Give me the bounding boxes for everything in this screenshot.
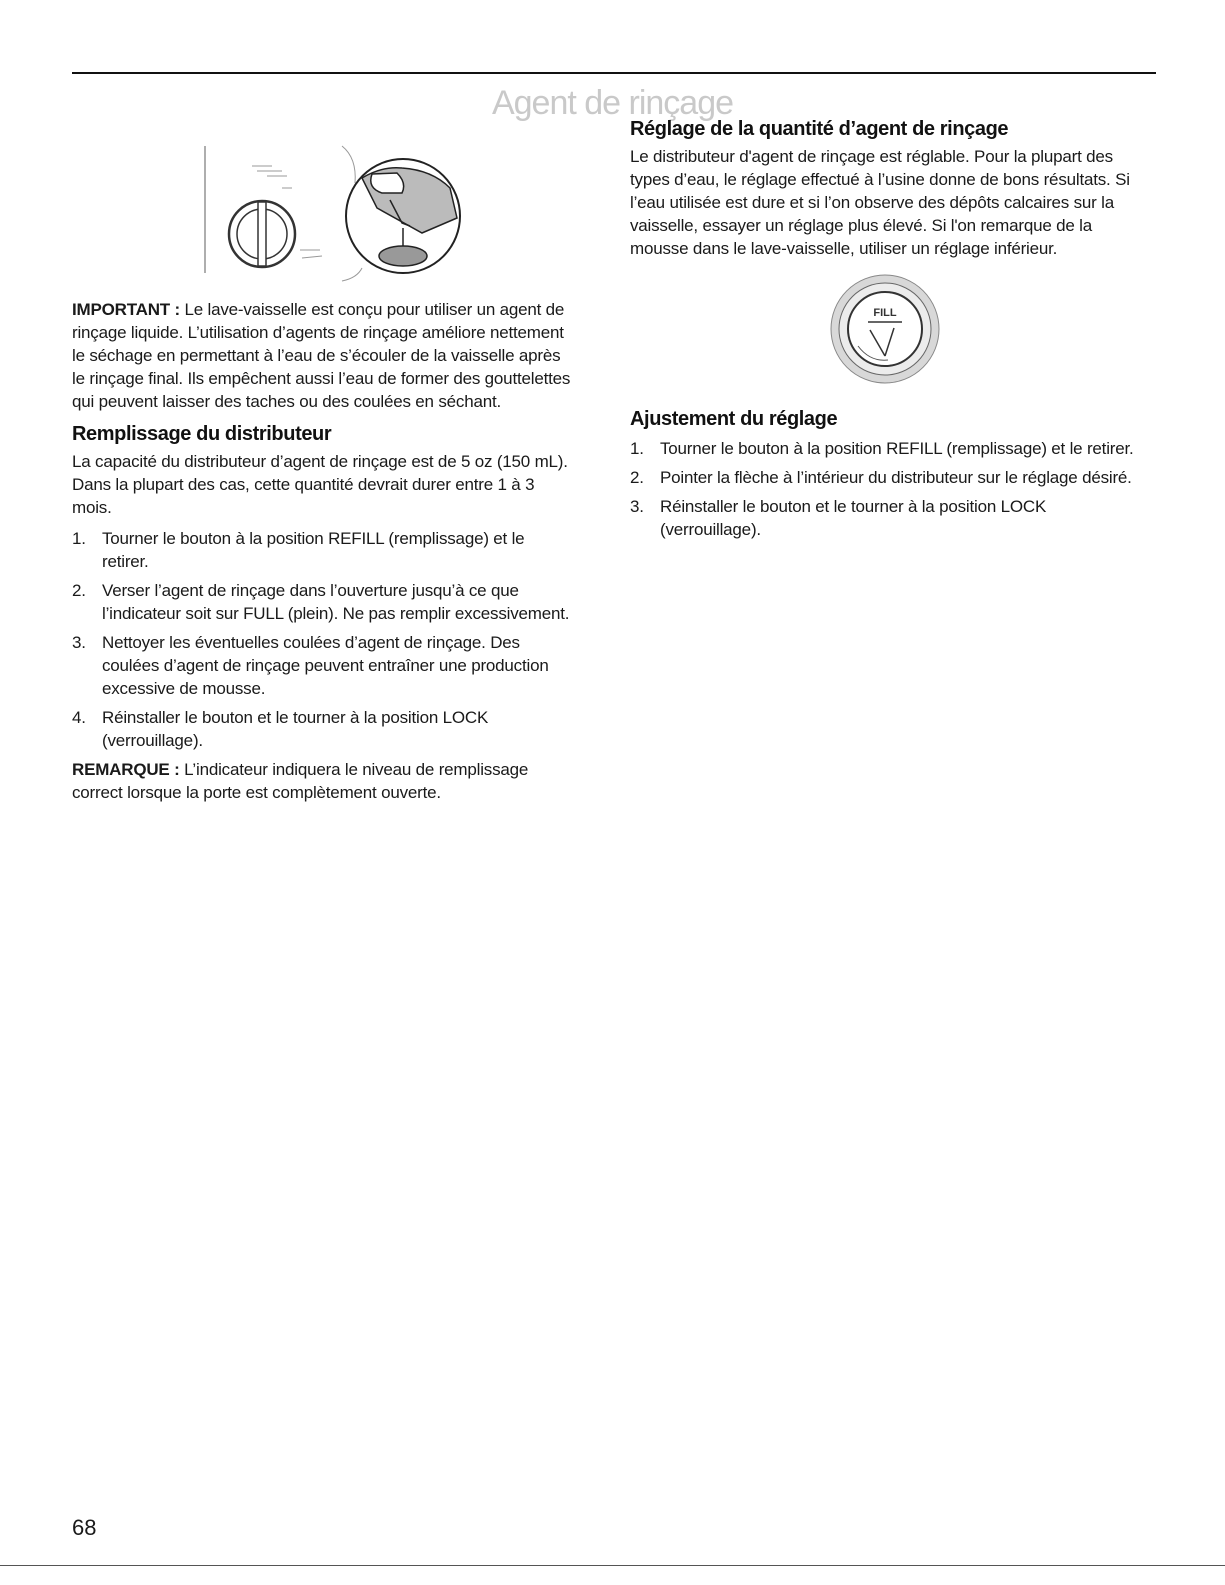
- important-text: Le lave-vaisselle est conçu pour utiliser un agent de rinçage liquide. L’utilisation d’agents de rinçage améliore nettement le séchage en permettant à l’eau de s’écouler de la vaisselle après le rinçage final. Ils empêchent aussi l’eau de former des gouttelettes qui peuvent laisser des taches ou des coulées en séchant.: [72, 300, 571, 411]
- note-paragraph: [72, 758, 572, 804]
- step-text: Nettoyer les éventuelles coulées d’agent de rinçage. Des coulées d’agent de rinçage peuvent entraîner une production excessive de mousse.: [102, 633, 549, 698]
- step-number: 1.: [72, 529, 86, 548]
- step-text: Pointer la flèche à l’intérieur du distributeur sur le réglage désiré.: [660, 468, 1132, 487]
- step-text: Réinstaller le bouton et le tourner à la position LOCK (verrouillage).: [660, 497, 1047, 539]
- list-item: [630, 495, 1150, 541]
- page-number: 68: [72, 1515, 97, 1540]
- step-number: 1.: [630, 439, 644, 458]
- step-text: Réinstaller le bouton et le tourner à la position LOCK (verrouillage).: [102, 708, 489, 750]
- fill-heading: Remplissage du distributeur: [72, 423, 332, 445]
- dispenser-fill-illustration: [72, 138, 572, 288]
- step-text: Tourner le bouton à la position REFILL (remplissage) et le retirer.: [660, 439, 1134, 458]
- bottom-rule: [0, 1565, 1225, 1566]
- list-item: [72, 706, 572, 752]
- list-item: [630, 466, 1150, 489]
- dial-label: FILL: [873, 307, 897, 319]
- list-item: [72, 527, 572, 573]
- dispenser-fill-drawing: [72, 138, 572, 288]
- adjust-steps-list: [630, 437, 1150, 541]
- dial-illustration: [630, 274, 1150, 394]
- important-label: IMPORTANT :: [72, 300, 180, 319]
- list-item: [630, 437, 1150, 460]
- left-column: [72, 138, 572, 804]
- list-item: [72, 579, 572, 625]
- page-title: Agent de rinçage: [491, 84, 734, 122]
- right-column: [630, 118, 1150, 547]
- step-number: 4.: [72, 708, 86, 727]
- step-number: 2.: [72, 581, 86, 600]
- amount-heading: Réglage de la quantité d’agent de rinçage: [630, 118, 1009, 140]
- important-paragraph: [72, 298, 572, 413]
- step-text: Verser l’agent de rinçage dans l’ouverture jusqu’à ce que l’indicateur soit sur FULL (plein). Ne pas remplir excessivement.: [102, 581, 570, 623]
- note-text: L’indicateur indiquera le niveau de remplissage correct lorsque la porte est complètement ouverte.: [72, 760, 529, 802]
- step-number: 2.: [630, 468, 644, 487]
- adjust-heading: Ajustement du réglage: [630, 408, 838, 430]
- dial-drawing: [630, 274, 1150, 394]
- list-item: [72, 631, 572, 700]
- step-number: 3.: [72, 633, 86, 652]
- fill-steps-list: [72, 527, 572, 752]
- step-number: 3.: [630, 497, 644, 516]
- amount-text: Le distributeur d'agent de rinçage est réglable. Pour la plupart des types d’eau, le réglage effectué à l’usine donne de bons résultats. Si l’eau utilisée est dure et si l’on observe des dépôts calcaires sur la vaisselle, essayer un réglage plus élevé. Si l'on remarque de la mousse dans le lave-vaisselle, utiliser un réglage inférieur.: [630, 147, 1130, 258]
- top-rule: [72, 72, 1156, 74]
- note-label: REMARQUE :: [72, 760, 180, 779]
- step-text: Tourner le bouton à la position REFILL (remplissage) et le retirer.: [102, 529, 525, 571]
- fill-intro: La capacité du distributeur d’agent de rinçage est de 5 oz (150 mL). Dans la plupart des cas, cette quantité devrait durer entre 1 à 3 mois.: [72, 452, 568, 517]
